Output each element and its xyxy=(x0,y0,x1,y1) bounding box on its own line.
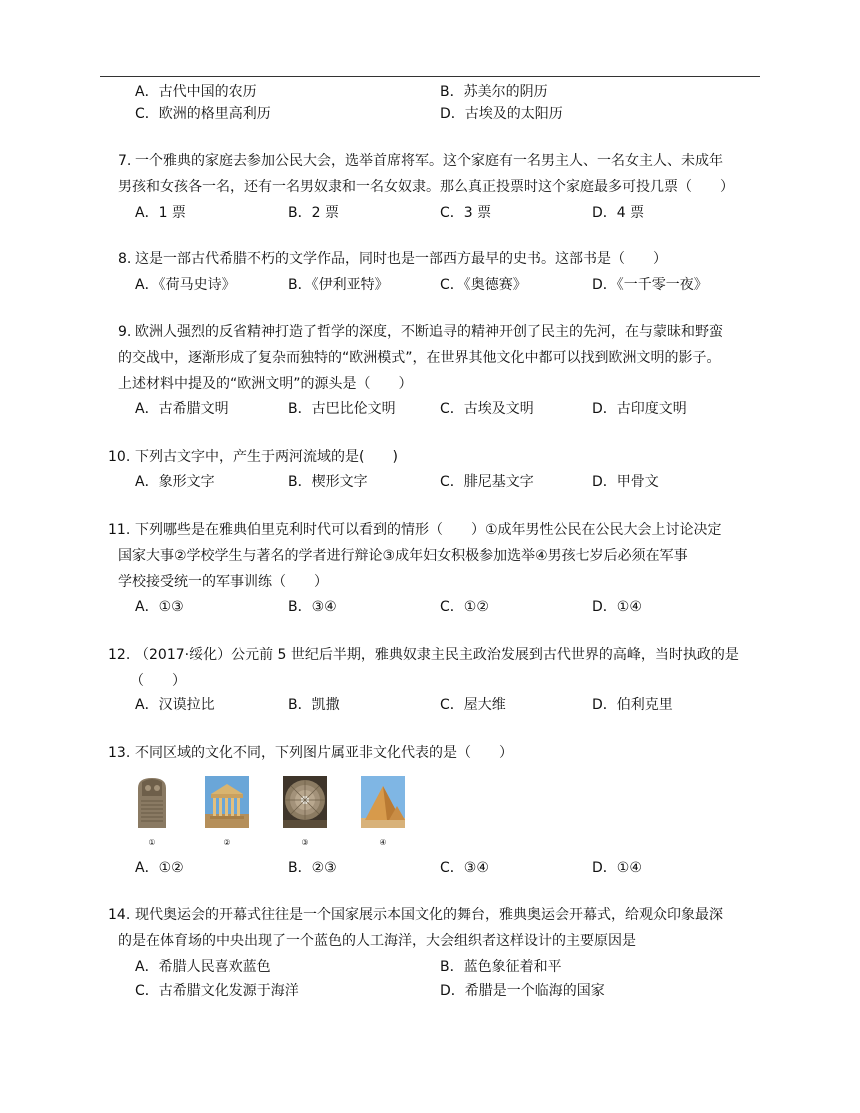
q14-number: 14. xyxy=(108,907,131,923)
q12-number: 12. xyxy=(108,647,131,663)
pyramids-icon xyxy=(361,776,405,828)
q12-option-d: D．伯利克里 xyxy=(592,697,673,713)
q8-number: 8. xyxy=(118,251,132,267)
q6-option-d: D．古埃及的太阳历 xyxy=(440,106,563,122)
q13-number: 13. xyxy=(108,745,131,761)
q9-option-a: A．古希腊文明 xyxy=(135,401,229,417)
q14-option-d: D．希腊是一个临海的国家 xyxy=(440,983,605,999)
q11-option-a: A．①③ xyxy=(135,599,184,615)
pantheon-dome-icon xyxy=(283,776,327,828)
q10-option-b: B．楔形文字 xyxy=(288,474,368,490)
q8-option-a: A．《荷马史诗》 xyxy=(135,277,236,293)
q7-text-line: 男孩和女孩各一名，还有一名男奴隶和一名女奴隶。那么真正投票时这个家庭最多可投几票（ ） xyxy=(118,179,734,195)
q9-option-b: B．古巴比伦文明 xyxy=(288,401,396,417)
q14-text-line: 现代奥运会的开幕式往往是一个国家展示本国文化的舞台，雅典奥运会开幕式，给观众印象最深 xyxy=(135,907,723,923)
q7-option-b: B．2 票 xyxy=(288,205,339,221)
q11-number: 11. xyxy=(108,522,131,538)
q13-option-d: D．①④ xyxy=(592,860,642,876)
q13-image-label: ④ xyxy=(379,838,387,847)
q10-option-c: C．腓尼基文字 xyxy=(440,474,534,490)
q10-text-line: 下列古文字中，产生于两河流域的是( ) xyxy=(135,449,398,465)
q9-text-line: 的交战中，逐渐形成了复杂而独特的“欧洲模式”，在世界其他文化中都可以找到欧洲文明的影子。 xyxy=(118,350,721,366)
q9-number: 9. xyxy=(118,324,132,340)
q7-text-line: 一个雅典的家庭去参加公民大会，选举首席将军。这个家庭有一名男主人、一名女主人、未成年 xyxy=(135,153,723,169)
q11-option-b: B．③④ xyxy=(288,599,337,615)
q8-option-b: B．《伊利亚特》 xyxy=(288,277,389,293)
q13-image-label: ② xyxy=(223,838,231,847)
q12-text-line: （ ） xyxy=(130,673,186,689)
q9-option-d: D．古印度文明 xyxy=(592,401,687,417)
q6-option-c: C．欧洲的格里高利历 xyxy=(135,106,271,122)
q14-option-b: B．蓝色象征着和平 xyxy=(440,959,562,975)
q13-image-label: ① xyxy=(148,838,156,847)
q10-number: 10. xyxy=(108,449,131,465)
q13-option-c: C．③④ xyxy=(440,860,489,876)
q13-image-label: ③ xyxy=(301,838,309,847)
q10-option-a: A．象形文字 xyxy=(135,474,215,490)
q7-option-c: C．3 票 xyxy=(440,205,492,221)
q12-option-b: B．凯撒 xyxy=(288,697,340,713)
q14-option-a: A．希腊人民喜欢蓝色 xyxy=(135,959,271,975)
q7-option-a: A．1 票 xyxy=(135,205,186,221)
q11-option-d: D．①④ xyxy=(592,599,642,615)
q6-option-a: A．古代中国的农历 xyxy=(135,84,257,100)
q8-text-line: 这是一部古代希腊不朽的文学作品，同时也是一部西方最早的史书。这部书是（ ） xyxy=(135,251,667,267)
q13-text-line: 不同区域的文化不同，下列图片属亚非文化代表的是（ ） xyxy=(135,745,513,761)
q8-option-c: C．《奥德赛》 xyxy=(440,277,527,293)
q13-option-a: A．①② xyxy=(135,860,184,876)
q13-option-b: B．②③ xyxy=(288,860,337,876)
q7-number: 7. xyxy=(118,153,132,169)
q11-text-line: 学校接受统一的军事训练（ ） xyxy=(118,574,328,590)
q8-option-d: D．《一千零一夜》 xyxy=(592,277,708,293)
q9-text-line: 欧洲人强烈的反省精神打造了哲学的深度，不断追寻的精神开创了民主的先河，在与蒙昧和野蛮 xyxy=(135,324,723,340)
q12-text-line: （2017·绥化）公元前 5 世纪后半期，雅典奴隶主民主政治发展到古代世界的高峰，当时执政的是 xyxy=(135,647,739,663)
q14-option-c: C．古希腊文化发源于海洋 xyxy=(135,983,299,999)
q11-text-line: 下列哪些是在雅典伯里克利时代可以看到的情形（ ）①成年男性公民在公民大会上讨论决定 xyxy=(135,522,722,538)
q12-option-a: A．汉谟拉比 xyxy=(135,697,215,713)
hammurabi-stele-icon xyxy=(130,776,174,828)
q13-image-row xyxy=(130,776,420,848)
q11-text-line: 国家大事②学校学生与著名的学者进行辩论③成年妇女积极参加选举④男孩七岁后必须在军事 xyxy=(118,548,688,564)
parthenon-icon xyxy=(205,776,249,828)
q9-option-c: C．古埃及文明 xyxy=(440,401,534,417)
q7-option-d: D．4 票 xyxy=(592,205,645,221)
header-rule xyxy=(100,76,760,77)
q12-option-c: C．屋大维 xyxy=(440,697,506,713)
q9-text-line: 上述材料中提及的“欧洲文明”的源头是（ ） xyxy=(118,376,413,392)
q11-option-c: C．①② xyxy=(440,599,489,615)
q14-text-line: 的是在体育场的中央出现了一个蓝色的人工海洋，大会组织者这样设计的主要原因是 xyxy=(118,933,636,949)
q10-option-d: D．甲骨文 xyxy=(592,474,659,490)
q6-option-b: B．苏美尔的阴历 xyxy=(440,84,548,100)
